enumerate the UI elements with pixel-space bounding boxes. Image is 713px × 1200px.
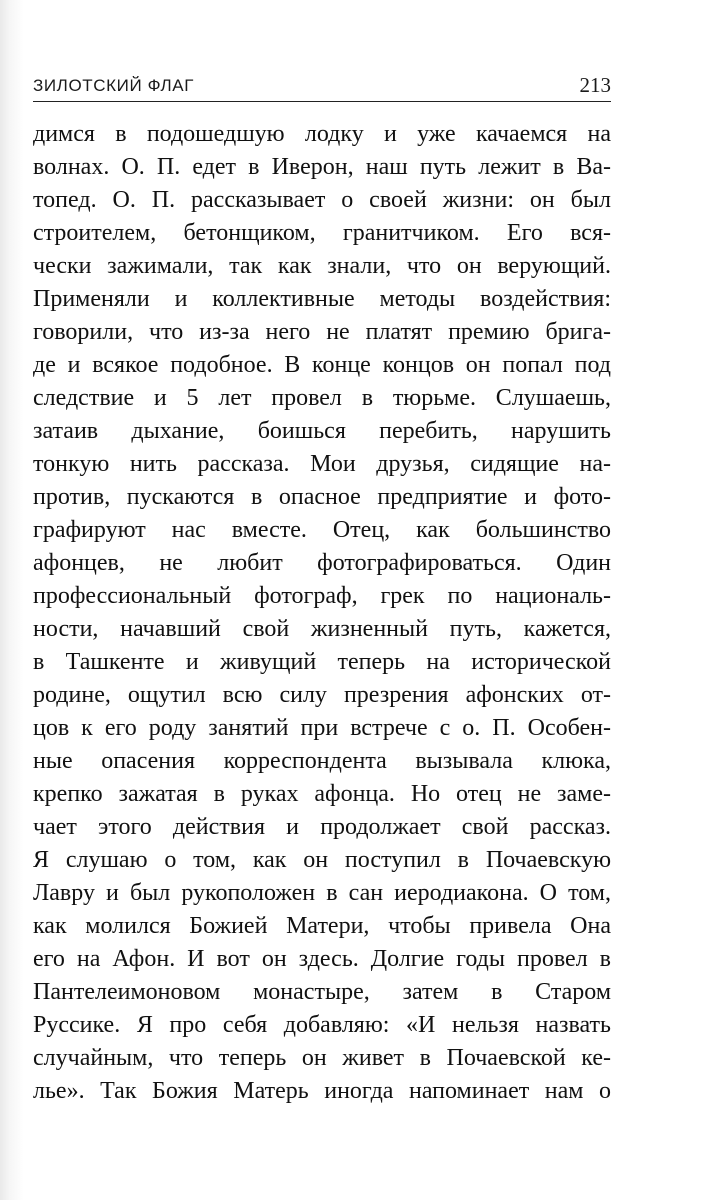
text-line: профессиональный фотограф, грек по националь- [33, 583, 611, 609]
text-line: де и всякое подобное. В конце концов он попал под [33, 352, 611, 378]
text-line: тонкую нить рассказа. Мои друзья, сидящие на- [33, 451, 611, 477]
text-line: строителем, бетонщиком, гранитчиком. Его вся- [33, 220, 611, 246]
text-line: афонцев, не любит фотографироваться. Один [33, 550, 611, 576]
text-line: топед. О. П. рассказывает о своей жизни: он был [33, 187, 611, 213]
text-line: Я слушаю о том, как он поступил в Почаевскую [33, 847, 611, 873]
text-line: Руссике. Я про себя добавляю: «И нельзя назвать [33, 1012, 611, 1038]
text-line: случайным, что теперь он живет в Почаевской ке- [33, 1045, 611, 1071]
page-number: 213 [579, 73, 611, 97]
header-rule [33, 101, 611, 102]
text-line: против, пускаются в опасное предприятие и фото- [33, 484, 611, 510]
text-line: крепко зажатая в руках афонца. Но отец не заме- [33, 781, 611, 807]
text-line: Применяли и коллективные методы воздействия: [33, 286, 611, 312]
body-text [33, 118, 611, 1108]
text-line: лье». Так Божия Матерь иногда напоминает нам о [33, 1078, 611, 1104]
text-line: чает этого действия и продолжает свой рассказ. [33, 814, 611, 840]
text-line: родине, ощутил всю силу презрения афонских от- [33, 682, 611, 708]
text-line: графируют нас вместе. Отец, как большинство [33, 517, 611, 543]
text-line: чески зажимали, так как знали, что он верующий. [33, 253, 611, 279]
text-line: его на Афон. И вот он здесь. Долгие годы провел в [33, 946, 611, 972]
text-line: говорили, что из-за него не платят премию брига- [33, 319, 611, 345]
running-head [33, 72, 611, 100]
text-line: Пантелеимоновом монастыре, затем в Старом [33, 979, 611, 1005]
running-title: ЗИЛОТСКИЙ ФЛАГ [33, 76, 195, 95]
text-line: Лавру и был рукоположен в сан иеродиакона. О том, [33, 880, 611, 906]
text-line: как молился Божией Матери, чтобы привела Она [33, 913, 611, 939]
text-line: следствие и 5 лет провел в тюрьме. Слушаешь, [33, 385, 611, 411]
text-line: в Ташкенте и живущий теперь на исторической [33, 649, 611, 675]
scan-edge-shadow [0, 0, 24, 1200]
text-line: димся в подошедшую лодку и уже качаемся на [33, 121, 611, 147]
text-line: цов к его роду занятий при встрече с о. П. Особен- [33, 715, 611, 741]
text-line: затаив дыхание, боишься перебить, нарушить [33, 418, 611, 444]
text-line: волнах. О. П. едет в Иверон, наш путь лежит в Ва- [33, 154, 611, 180]
text-line: ности, начавший свой жизненный путь, кажется, [33, 616, 611, 642]
text-line: ные опасения корреспондента вызывала клюка, [33, 748, 611, 774]
